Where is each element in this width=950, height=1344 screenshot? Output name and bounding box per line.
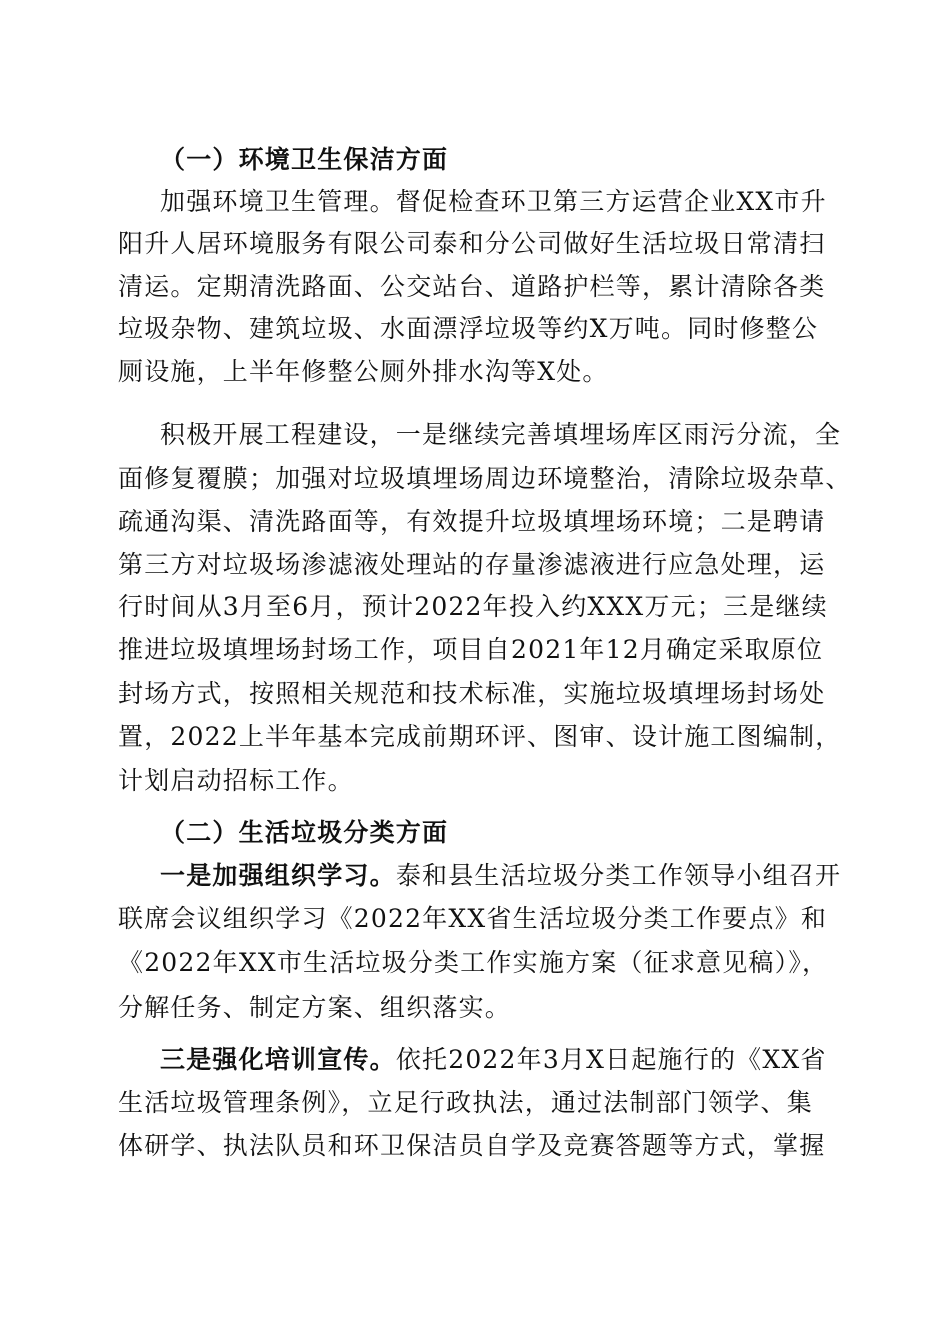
section-2-para-1-line-1: [160, 855, 841, 897]
section-1-para-2-line-4: 第三方对垃圾场渗滤液处理站的存量渗滤液进行应急处理，运: [118, 550, 826, 579]
section-1-para-2-line-7: 封场方式，按照相关规范和技术标准，实施垃圾填埋场封场处: [118, 679, 826, 708]
section-2-para-1-line-3: 《2022年XX市生活垃圾分类工作实施方案（征求意见稿）》，: [118, 948, 829, 977]
section-1-para-1-line-1: 加强环境卫生管理。督促检查环卫第三方运营企业XX市升: [160, 187, 827, 216]
section-2-para-2-line-3: 体研学、执法队员和环卫保洁员自学及竞赛答题等方式，掌握: [118, 1131, 826, 1160]
section-2-heading: （二）生活垃圾分类方面: [160, 818, 449, 847]
section-2-para-1-line-4: 分解任务、制定方案、组织落实。: [118, 993, 512, 1022]
section-2-para-1-line-1-rest: 泰和县生活垃圾分类工作领导小组召开: [395, 861, 842, 890]
section-2-para-1-line-2: 联席会议组织学习《2022年XX省生活垃圾分类工作要点》和: [118, 904, 828, 933]
section-2-para-1-lead: 一是加强组织学习。: [160, 861, 396, 890]
section-1-para-1-line-4: 垃圾杂物、建筑垃圾、水面漂浮垃圾等约X万吨。同时修整公: [118, 314, 819, 343]
section-1-para-2-line-6: 推进垃圾填埋场封场工作，项目自2021年12月确定采取原位: [118, 635, 824, 664]
section-1-para-2-line-3: 疏通沟渠、清洗路面等，有效提升垃圾填埋场环境；二是聘请: [118, 507, 826, 536]
section-1-para-2-line-1: 积极开展工程建设，一是继续完善填埋场库区雨污分流，全: [160, 420, 842, 449]
section-1-para-2-line-9: 计划启动招标工作。: [118, 766, 354, 795]
section-2-para-2-line-2: 生活垃圾管理条例》，立足行政执法，通过法制部门领学、集: [118, 1088, 813, 1117]
section-1-para-1-line-2: 阳升人居环境服务有限公司泰和分公司做好生活垃圾日常清扫: [118, 229, 826, 258]
section-2-para-2-lead: 三是强化培训宣传。: [160, 1045, 396, 1074]
section-1-para-1-line-3: 清运。定期清洗路面、公交站台、道路护栏等，累计清除各类: [118, 272, 826, 301]
section-1-para-1-line-5: 厕设施，上半年修整公厕外排水沟等X处。: [118, 357, 609, 386]
section-1-para-2-line-5: 行时间从3月至6月，预计2022年投入约XXX万元；三是继续: [118, 592, 828, 621]
section-1-para-2-line-8: 置，2022上半年基本完成前期环评、图审、设计施工图编制，: [118, 722, 842, 751]
section-2-para-2-line-1: [160, 1039, 827, 1081]
section-1-para-2-line-2: 面修复覆膜；加强对垃圾填埋场周边环境整治，清除垃圾杂草、: [118, 464, 852, 493]
section-2-para-2-line-1-rest: 依托2022年3月X日起施行的《XX省: [395, 1045, 827, 1074]
section-1-heading: （一）环境卫生保洁方面: [160, 145, 449, 174]
